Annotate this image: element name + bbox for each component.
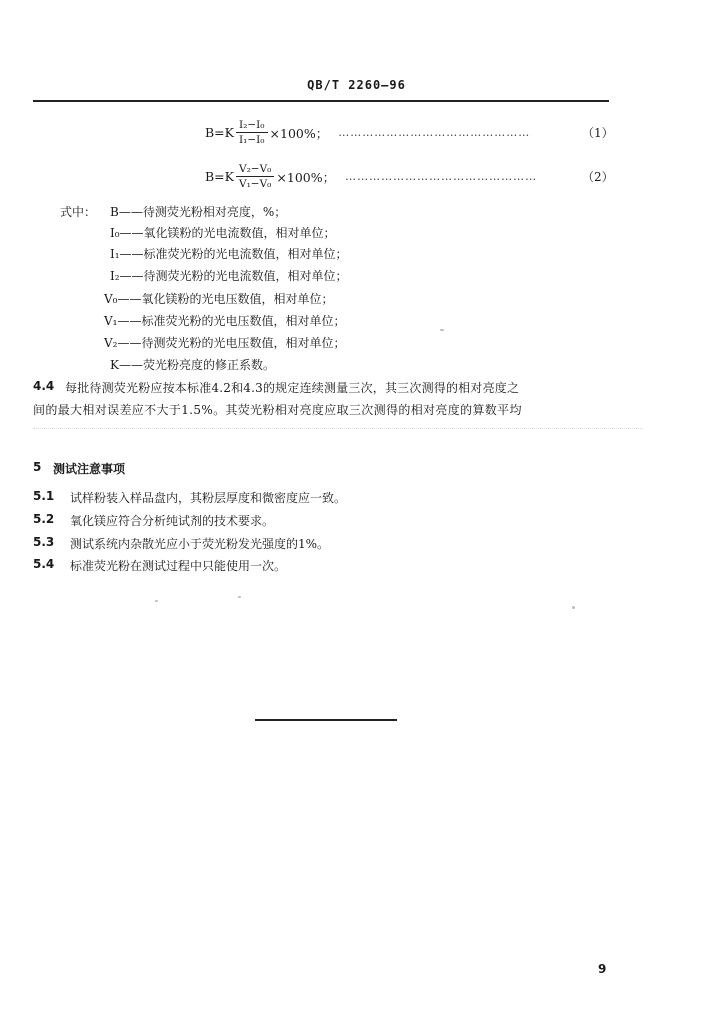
definition-i1: I₁——标准荧光粉的光电流数值，相对单位；: [110, 247, 348, 261]
formula-1: [205, 119, 530, 146]
definitions-intro: 式中：: [60, 205, 97, 219]
formula-2-denominator: V₁−V₀: [239, 178, 272, 190]
clause-4-4-line-2: 间的最大相对误差应不大于1.5%。其荧光粉相对亮度应取三次测得的相对亮度的算数平均: [33, 403, 522, 417]
scan-speck: [440, 329, 444, 331]
formula-2-fraction: [236, 163, 274, 190]
scan-speck: [572, 606, 575, 609]
clause-5-2-number: 5.2: [33, 512, 55, 526]
formula-2-tail: ×100%；: [276, 169, 336, 185]
definition-b: B——待测荧光粉相对亮度，%；: [110, 205, 287, 219]
clause-4-4-line-1: 每批待测荧光粉应按本标准4.2和4.3的规定连续测量三次，其三次测得的相对亮度之: [65, 381, 520, 395]
formula-1-fraction: [236, 119, 268, 146]
scan-speck: [155, 600, 158, 602]
formula-1-leader-dots: …………………………………………: [338, 126, 531, 139]
formula-1-lhs: B=K: [205, 125, 234, 140]
definition-i0: I₀——氧化镁粉的光电流数值，相对单位；: [110, 226, 336, 240]
clause-5-2-text: 氧化镁应符合分析纯试剂的技术要求。: [70, 514, 275, 528]
clause-5-1-number: 5.1: [33, 489, 55, 503]
clause-5-4-number: 5.4: [33, 557, 55, 571]
section-5-number: 5: [33, 460, 42, 474]
definition-v0: V₀——氧化镁粉的光电压数值，相对单位；: [104, 292, 334, 306]
scan-artifact-line: [33, 428, 643, 431]
page-number: 9: [598, 962, 607, 976]
formula-2-leader-dots: …………………………………………: [345, 170, 538, 183]
end-of-standard-rule: [255, 719, 397, 721]
formula-1-number: （1）: [582, 126, 614, 140]
formula-2-lhs: B=K: [205, 169, 234, 184]
formula-1-denominator: I₁−I₀: [239, 134, 265, 146]
clause-5-3-number: 5.3: [33, 535, 55, 549]
definition-v1: V₁——标准荧光粉的光电压数值，相对单位；: [104, 314, 346, 328]
formula-2: [205, 163, 537, 190]
formula-2-numerator: V₂−V₀: [236, 163, 274, 177]
formula-2-number: （2）: [582, 170, 614, 184]
header-rule: [33, 100, 609, 102]
clause-5-1-text: 试样粉装入样品盘内，其粉层厚度和微密度应一致。: [70, 491, 347, 505]
definition-i2: I₂——待测荧光粉的光电流数值，相对单位；: [110, 269, 348, 283]
definition-v2: V₂——待测荧光粉的光电压数值，相对单位；: [104, 336, 346, 350]
standard-code-header: QB/T 2260—96: [307, 78, 406, 92]
scan-speck: [238, 596, 241, 598]
formula-1-numerator: I₂−I₀: [236, 119, 268, 133]
clause-5-4-text: 标准荧光粉在测试过程中只能使用一次。: [70, 559, 287, 573]
clause-5-3-text: 测试系统内杂散光应小于荧光粉发光强度的1%。: [70, 537, 330, 551]
formula-1-tail: ×100%；: [269, 125, 329, 141]
section-5-title: 测试注意事项: [53, 462, 126, 476]
clause-4-4-number: 4.4: [33, 379, 55, 393]
definition-k: K——荧光粉亮度的修正系数。: [110, 358, 275, 372]
